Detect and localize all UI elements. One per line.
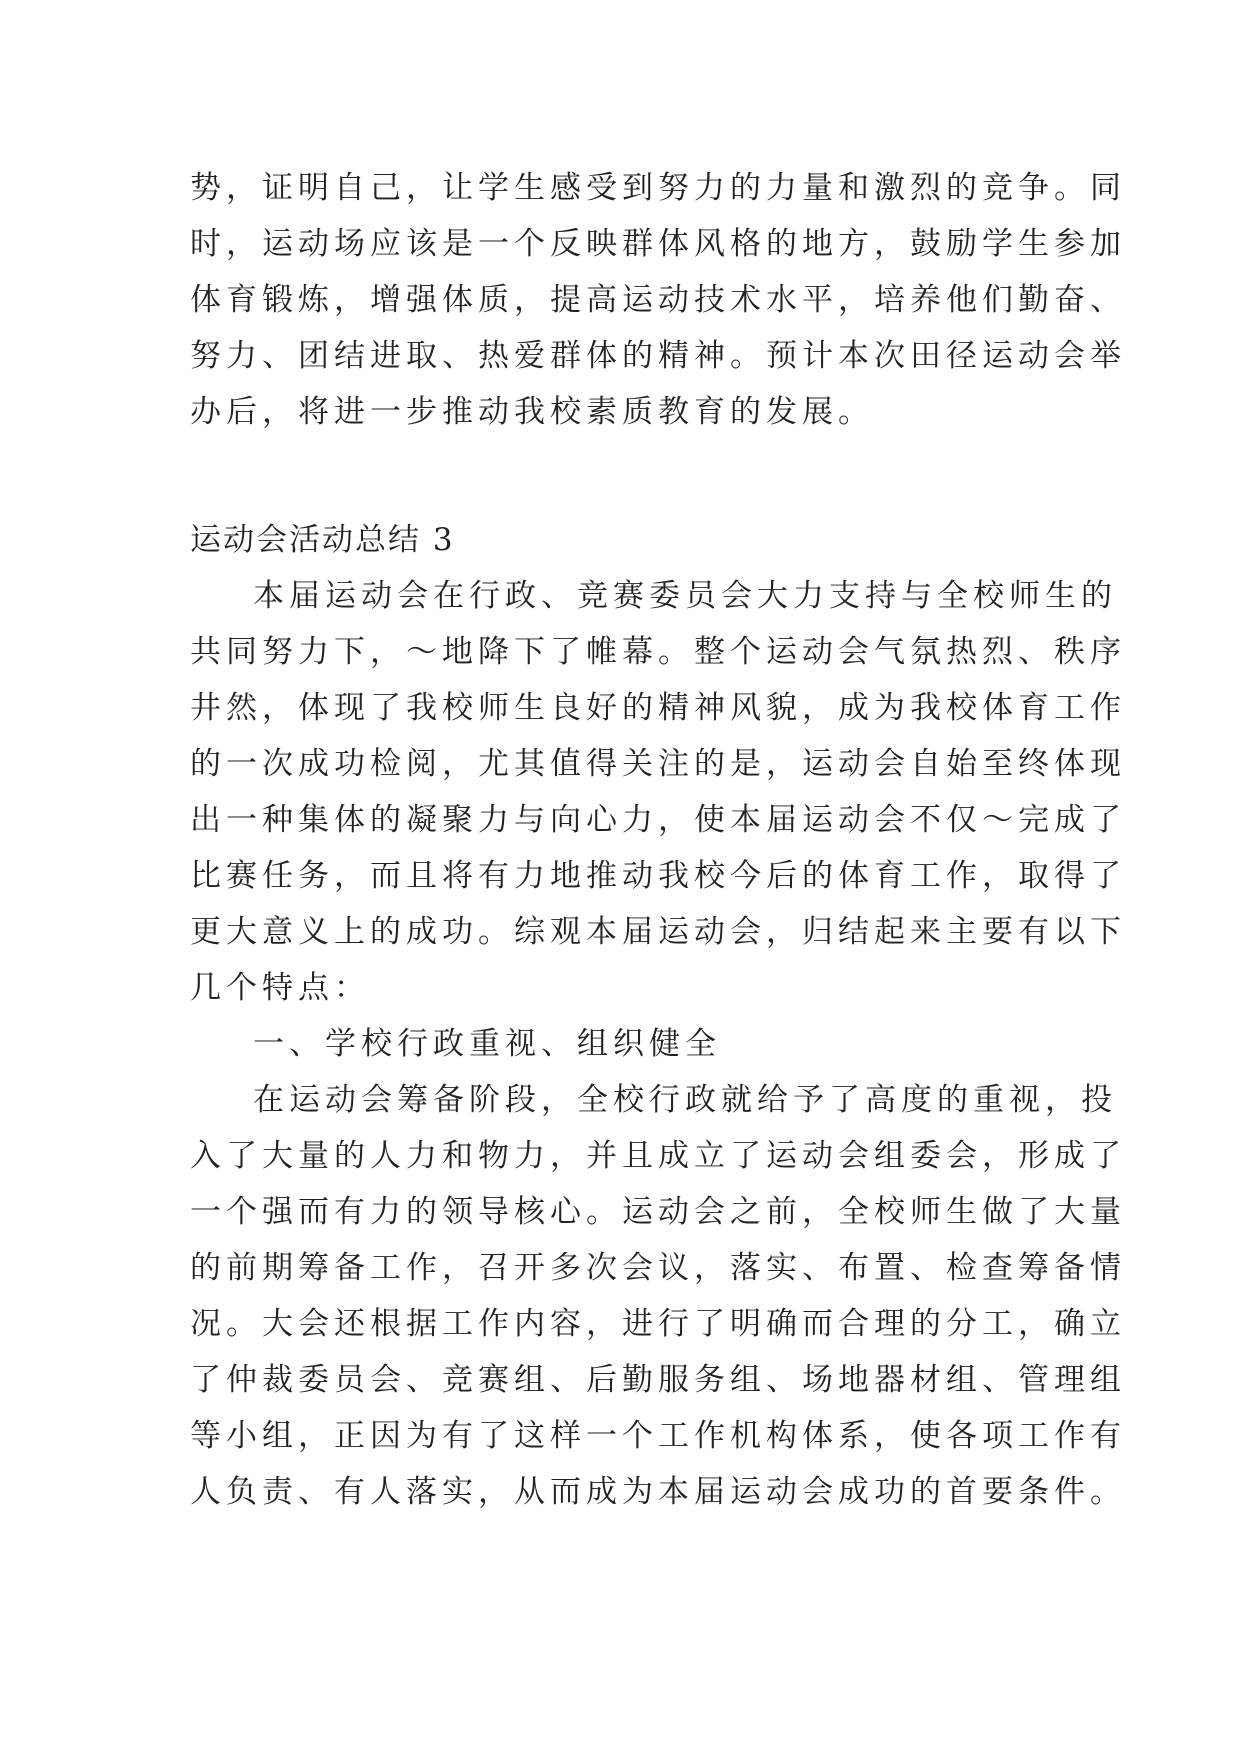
paragraph-line: 办后，将进一步推动我校素质教育的发展。: [190, 394, 874, 430]
paragraph-line: 体育锻炼，增强体质，提高运动技术水平，培养他们勤奋、: [190, 282, 1126, 318]
paragraph-line: 时，运动场应该是一个反映群体风格的地方，鼓励学生参加: [190, 226, 1126, 262]
paragraph-line: 入了大量的人力和物力，并且成立了运动会组委会，形成了: [190, 1138, 1126, 1174]
paragraph-line: 一个强而有力的领导核心。运动会之前，全校师生做了大量: [190, 1194, 1126, 1230]
paragraph-line: 势，证明自己，让学生感受到努力的力量和激烈的竞争。同: [190, 170, 1126, 206]
paragraph-line: 几个特点：: [190, 970, 370, 1006]
paragraph-line: 况。大会还根据工作内容，进行了明确而合理的分工，确立: [190, 1306, 1126, 1342]
subheading: 一、学校行政重视、组织健全: [253, 1026, 721, 1062]
paragraph-line: 的前期筹备工作，召开多次会议，落实、布置、检查筹备情: [190, 1250, 1126, 1286]
paragraph-line: 更大意义上的成功。综观本届运动会，归结起来主要有以下: [190, 914, 1126, 950]
section-heading: 运动会活动总结 3: [190, 522, 455, 558]
paragraph-line: 的一次成功检阅，尤其值得关注的是，运动会自始至终体现: [190, 746, 1126, 782]
paragraph-line: 努力、团结进取、热爱群体的精神。预计本次田径运动会举: [190, 338, 1126, 374]
paragraph-line: 等小组，正因为有了这样一个工作机构体系，使各项工作有: [190, 1418, 1126, 1454]
paragraph-line: 本届运动会在行政、竞赛委员会大力支持与全校师生的: [253, 578, 1117, 614]
paragraph-line: 比赛任务，而且将有力地推动我校今后的体育工作，取得了: [190, 858, 1126, 894]
paragraph-line: 人负责、有人落实，从而成为本届运动会成功的首要条件。: [190, 1474, 1126, 1510]
paragraph-line: 出一种集体的凝聚力与向心力，使本届运动会不仅～完成了: [190, 802, 1126, 838]
paragraph-line: 井然，体现了我校师生良好的精神风貌，成为我校体育工作: [190, 690, 1126, 726]
paragraph-line: 在运动会筹备阶段，全校行政就给予了高度的重视，投: [253, 1082, 1117, 1118]
paragraph-line: 共同努力下，～地降下了帷幕。整个运动会气氛热烈、秩序: [190, 634, 1126, 670]
paragraph-line: 了仲裁委员会、竞赛组、后勤服务组、场地器材组、管理组: [190, 1362, 1126, 1398]
